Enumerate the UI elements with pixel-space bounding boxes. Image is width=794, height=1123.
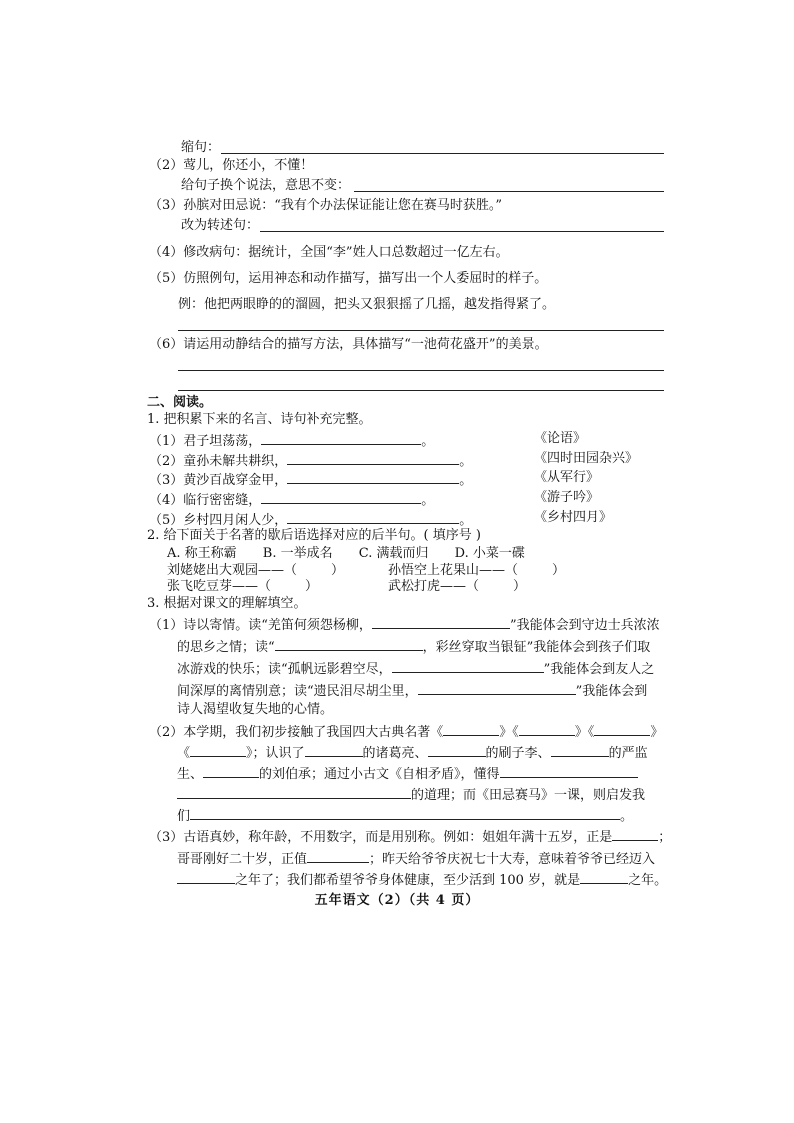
q2-text: 莺儿，你还小，不懂！ xyxy=(183,158,314,173)
s3-q1-blank-4[interactable] xyxy=(418,680,576,695)
q3-task-line xyxy=(181,217,259,235)
s2-item xyxy=(388,578,526,596)
s3-q2-blank[interactable] xyxy=(594,721,650,736)
s1-item-end: 。 xyxy=(459,473,473,488)
s3-q2-blank[interactable] xyxy=(190,805,620,820)
s1-item-number: （4） xyxy=(149,493,184,508)
q6-number: （6） xyxy=(149,337,184,352)
s2-option-d: D. 小菜一碟 xyxy=(454,546,525,561)
s3-q1-blank-1[interactable] xyxy=(372,614,510,629)
s3-q1-text: 诗人渴望收复失地的心情。 xyxy=(177,702,334,717)
s3-title: 3. 根据对课文的理解填空。 xyxy=(147,596,307,611)
s2-option-c: C. 满载而归 xyxy=(358,546,429,561)
s1-item-number: （1） xyxy=(149,434,184,449)
s2-item-text: 刘姥姥出大观园——（ xyxy=(167,563,298,578)
s1-item-text: 童孙未解共耕织， xyxy=(183,454,288,469)
s3-q2-text: 的诸葛亮、 xyxy=(362,746,428,761)
s2-options xyxy=(167,545,547,563)
s3-q3-line-1 xyxy=(149,826,671,847)
s2-item xyxy=(167,578,318,596)
s3-q3-blank[interactable] xyxy=(580,869,628,884)
s3-q2-text: 》《 xyxy=(574,725,595,740)
q4-number: （4） xyxy=(149,245,184,260)
q6-answer-line-2[interactable] xyxy=(178,390,664,391)
q1-answer-line[interactable] xyxy=(221,153,664,154)
s3-q2-line-5 xyxy=(177,805,633,826)
s3-q2-line-3 xyxy=(177,763,638,784)
s3-q2-text: 》 xyxy=(650,725,664,740)
s2-item-close: ） xyxy=(552,563,566,578)
s1-item-end: 。 xyxy=(421,434,435,449)
s1-item-source: 《论语》 xyxy=(534,431,587,446)
q3-answer-line[interactable] xyxy=(260,231,664,232)
s1-item-source: 《四时田园杂兴》 xyxy=(534,451,639,466)
s3-q3-blank[interactable] xyxy=(612,826,658,841)
s1-item-text: 君子坦荡荡， xyxy=(183,434,262,449)
s1-item-blank[interactable] xyxy=(287,509,459,524)
s3-q2-blank[interactable] xyxy=(203,763,259,778)
s3-q1-line-4 xyxy=(177,680,647,701)
q3-number: （3） xyxy=(149,198,184,213)
s1-item-source: 《游子吟》 xyxy=(534,490,600,505)
s3-q2-number: （2） xyxy=(149,725,184,740)
s2-option-b: B. 一举成名 xyxy=(262,546,333,561)
s3-q3-text: 之年了；我们都希望爷爷身体健康，至少活到 100 岁，就是 xyxy=(235,873,581,888)
s3-q2-blank[interactable] xyxy=(551,742,609,757)
s1-item-blank[interactable] xyxy=(261,430,421,445)
s3-q3-blank[interactable] xyxy=(307,848,369,863)
s1-item-number: （3） xyxy=(149,473,184,488)
s3-q2-line-2 xyxy=(177,742,648,763)
s3-q2-blank[interactable] xyxy=(519,721,575,736)
s2-item-close: ） xyxy=(513,579,527,594)
s2-item-text: 孙悟空上花果山——（ xyxy=(388,563,519,578)
q2-number: （2） xyxy=(149,158,184,173)
part2-heading-text: 二、阅读。 xyxy=(147,395,213,410)
q6-text: 请运用动静结合的描写方法，具体描写“一池荷花盛开”的美景。 xyxy=(183,337,548,352)
page-footer: 五年语文（2）（共 4 页） xyxy=(314,893,480,908)
s2-title-line xyxy=(147,527,481,545)
s3-q2-blank[interactable] xyxy=(428,742,486,757)
s3-q1-text: 的思乡之情；读“ xyxy=(177,640,275,655)
q3-text: 孙膑对田忌说：“我有个办法保证能让您在赛马时获胜。” xyxy=(183,198,503,213)
q5-text: 仿照例句，运用神态和动作描写，描写出一个人委屈时的样子。 xyxy=(183,271,548,286)
q5-answer-line[interactable] xyxy=(178,330,664,331)
s3-q2-line-1 xyxy=(149,721,663,742)
q5-number: （5） xyxy=(149,271,184,286)
q4-line xyxy=(149,244,509,262)
q2-answer-line[interactable] xyxy=(354,191,664,192)
q2-task: 给句子换个说法，意思不变： xyxy=(181,178,351,193)
s3-q2-text: 生、 xyxy=(177,767,204,782)
s3-q3-line-2 xyxy=(177,848,655,869)
s1-item-blank[interactable] xyxy=(287,450,459,465)
s1-item-number: （2） xyxy=(149,454,184,469)
s3-title-line xyxy=(147,595,307,613)
s3-q2-blank[interactable] xyxy=(190,742,246,757)
s3-q1-line-5 xyxy=(177,701,333,719)
s3-q1-line-1 xyxy=(149,614,660,635)
s3-q3-text: ； xyxy=(658,830,672,845)
s3-q2-blank[interactable] xyxy=(443,721,499,736)
s2-item-close: ） xyxy=(305,579,319,594)
s2-item-text: 武松打虎——（ xyxy=(388,579,480,594)
s3-q3-blank[interactable] xyxy=(177,869,235,884)
q6-answer-line-1[interactable] xyxy=(178,370,664,371)
s3-q1-text: ”我能体会到友人之 xyxy=(543,662,655,677)
q6-line xyxy=(149,336,548,354)
s3-q2-line-4 xyxy=(177,784,645,805)
part2-heading xyxy=(147,394,212,412)
q5-example-line xyxy=(178,296,555,314)
s2-item-close: ） xyxy=(331,563,345,578)
s3-q1-line-3 xyxy=(177,658,654,679)
q5-line xyxy=(149,270,547,288)
s1-title: 1. 把积累下来的名言、诗句补充完整。 xyxy=(147,412,372,427)
s1-item xyxy=(149,489,434,510)
s2-item-text: 张飞吃豆芽——（ xyxy=(167,579,272,594)
s3-q3-line-3 xyxy=(177,869,667,890)
s1-item-text: 黄沙百战穿金甲， xyxy=(183,473,288,488)
s3-q1-number: （1） xyxy=(149,618,184,633)
s1-item xyxy=(149,450,472,471)
s3-q1-blank-3[interactable] xyxy=(392,658,544,673)
s3-q2-text: 的刘伯承；通过小古文《自相矛盾》，懂得 xyxy=(259,767,500,782)
s1-item-end: 。 xyxy=(459,513,473,528)
q1-shorten-line xyxy=(181,139,220,157)
s3-q3-text: 之年。 xyxy=(628,873,668,888)
s2-title: 2. 给下面关于名著的歇后语选择对应的后半句。( 填序号 ) xyxy=(147,528,481,543)
s1-title-line xyxy=(147,411,372,429)
q5-example: 例：他把两眼睁的的溜圆，把头又狠狠摇了几摇，越发指得紧了。 xyxy=(178,297,556,312)
s1-item-text: 临行密密缝， xyxy=(183,493,262,508)
s3-q2-blank[interactable] xyxy=(177,784,411,799)
q2-line xyxy=(149,157,313,175)
s1-item xyxy=(149,430,434,451)
s3-q1-text: ”我能体会到守边士兵浓浓 xyxy=(509,618,660,633)
q2-task-line xyxy=(181,177,350,195)
q3-line xyxy=(149,197,502,215)
q4-text: 修改病句：据统计，全国“李”姓人口总数超过一亿左右。 xyxy=(183,245,509,260)
s3-q2-text: 的严监 xyxy=(608,746,648,761)
s3-q3-text: ；昨天给爷爷庆祝七十大寿，意味着爷爷已经迈入 xyxy=(369,852,656,867)
q1-shorten-label: 缩句： xyxy=(181,140,221,155)
q3-task: 改为转述句： xyxy=(181,218,260,233)
s3-q2-blank[interactable] xyxy=(500,763,638,778)
s3-q2-text: 》；认识了 xyxy=(246,746,305,761)
s3-q1-line-2 xyxy=(177,636,650,657)
s3-q2-text: 。 xyxy=(620,809,634,824)
s3-q1-text: ，彩丝穿取当银钲”我能体会到孩子们取 xyxy=(422,640,651,655)
s1-item-number: （5） xyxy=(149,513,184,528)
s1-item-source: 《从军行》 xyxy=(534,470,600,485)
s2-option-a: A. 称王称霸 xyxy=(167,546,237,561)
s3-q3-number: （3） xyxy=(149,830,184,845)
s3-q1-text: 间深厚的离情别意；读“遗民泪尽胡尘里， xyxy=(177,684,418,699)
s1-item-end: 。 xyxy=(421,493,435,508)
s3-q2-text: 的道理；而《田忌赛马》一课，则启发我 xyxy=(411,788,646,803)
s1-item-end: 。 xyxy=(459,454,473,469)
s1-item-blank[interactable] xyxy=(261,489,421,504)
s3-q1-text: 冰游戏的快乐；读“孤帆远影碧空尽， xyxy=(177,662,392,677)
s1-item-source: 《乡村四月》 xyxy=(534,510,613,525)
s1-item xyxy=(149,469,472,490)
s3-q3-text: 古语真妙，称年龄，不用数字，而是用别称。例如：姐姐年满十五岁，正是 xyxy=(183,830,613,845)
s3-q3-text: 哥哥刚好二十岁，正值 xyxy=(177,852,308,867)
s3-q1-text: ”我能体会到 xyxy=(575,684,648,699)
s1-item-text: 乡村四月闲人少， xyxy=(183,513,288,528)
s3-q2-text: 们 xyxy=(177,809,191,824)
s3-q2-blank[interactable] xyxy=(305,742,363,757)
s1-item-blank[interactable] xyxy=(287,469,459,484)
s3-q2-text: 》《 xyxy=(499,725,519,740)
s3-q2-text: 本学期，我们初步接触了我国四大古典名著《 xyxy=(183,725,444,740)
s3-q2-text: 《 xyxy=(177,746,191,761)
s3-q2-text: 的刷子李、 xyxy=(485,746,551,761)
s3-q1-text: 诗以寄情。读“羌笛何须怨杨柳， xyxy=(183,618,372,633)
s3-q1-blank-2[interactable] xyxy=(275,636,423,651)
